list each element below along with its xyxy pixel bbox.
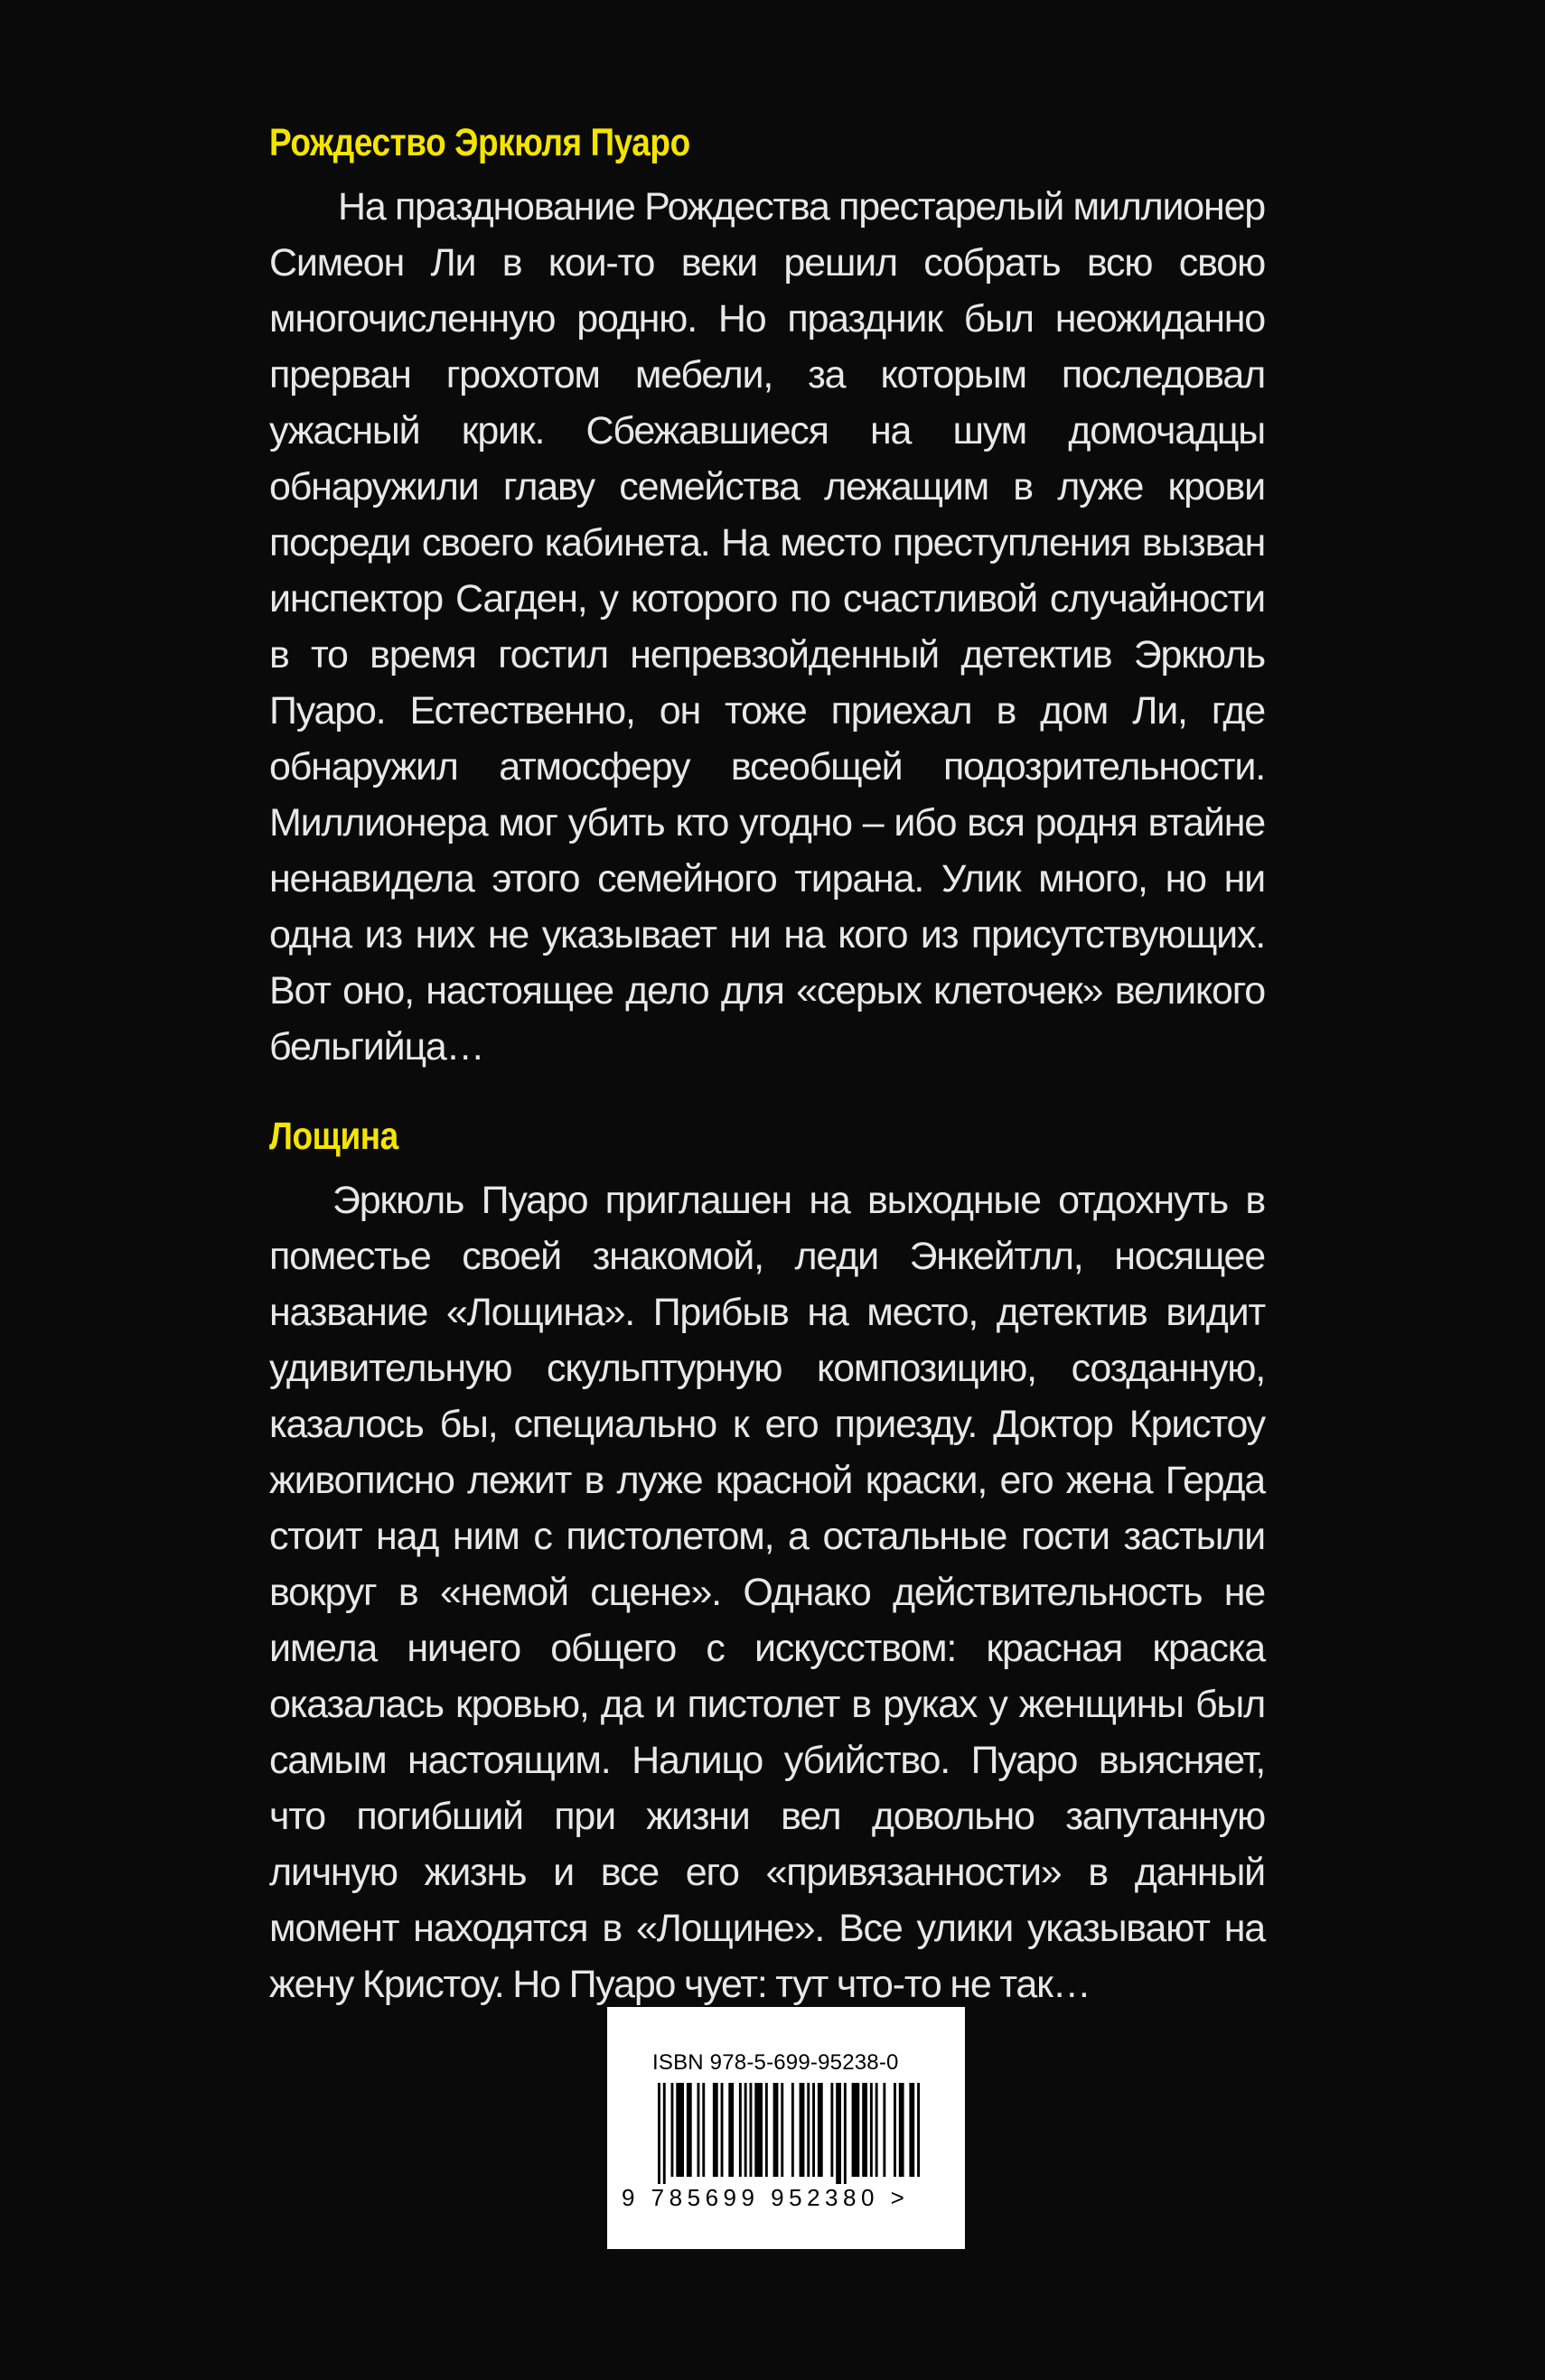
barcode-bar <box>818 2083 823 2177</box>
barcode-bar <box>870 2083 873 2177</box>
barcode-bar <box>765 2083 768 2177</box>
barcode-bar <box>894 2083 896 2177</box>
isbn-label: ISBN 978-5-699-95238-0 <box>652 2050 899 2075</box>
barcode-bar <box>812 2083 815 2177</box>
barcode-bar <box>750 2083 753 2177</box>
barcode-bar <box>883 2083 885 2177</box>
section-title-christmas: Рождество Эркюля Пуаро <box>269 121 690 164</box>
barcode-bar <box>744 2083 747 2177</box>
barcode-bar <box>852 2083 860 2177</box>
barcode-bar <box>739 2083 742 2177</box>
barcode-bar <box>830 2083 833 2177</box>
barcode-bar <box>844 2083 847 2184</box>
barcode-bar <box>781 2083 783 2177</box>
section-title-hollow: Лощина <box>269 1115 398 1158</box>
barcode-bar <box>728 2083 734 2177</box>
annotation-block <box>269 117 1265 2049</box>
barcode-bar <box>876 2083 878 2177</box>
barcode-bar <box>899 2083 904 2177</box>
barcode-bar <box>663 2083 666 2184</box>
barcode-bar <box>754 2083 763 2177</box>
barcode-bar <box>917 2083 920 2177</box>
barcode-bar <box>909 2083 914 2177</box>
isbn-barcode-panel <box>607 2007 965 2249</box>
barcode-bar <box>713 2083 718 2177</box>
barcode-digits: 9 785699 952380 > <box>622 2184 910 2211</box>
section-body-hollow: Эркюль Пуаро приглашен на выходные отдохнуть в поместье своей знакомой, леди Энкейтлл, носящее название «Лощина». Прибыв на место, детектив видит удивительную скульптурную композицию, созданную, казалось бы, специально к его приезду. Доктор Кристоу живописно лежит в луже красной краски, его жена Герда стоит над ним с пистолетом, а остальные гости застыли вокруг в «немой сцене». Однако действительность не имела ничего общего с искусством: красная краска оказалась кровью, да и пистолет в руках у женщины был самым настоящим. Налицо убийство. Пуаро выясняет, что погибший при жизни вел довольно запутанную личную жизнь и все его «привязанности» в данный момент находятся в «Лощине». Все улики указывают на жену Кристоу. Но Пуаро чует: тут что-то не так… <box>269 1179 1265 2006</box>
barcode-bar <box>836 2083 841 2184</box>
barcode-bar <box>687 2083 692 2177</box>
barcode-icon <box>658 2083 920 2184</box>
barcode-bar <box>658 2083 660 2184</box>
barcode-bar <box>676 2083 684 2177</box>
section-body-christmas: На празднование Рождества престарелый миллионер Симеон Ли в кои-то веки решил собрать всю свою многочисленную родню. Но праздник был неожиданно прерван грохотом мебели, за которым последовал ужасный крик. Сбежавшиеся на шум домочадцы обнаружили главу семейства лежащим в луже крови посреди своего кабинета. На место преступления вызван инспектор Сагден, у которого по счастливой случайности в то время гостил непревзойденный детектив Эркюль Пуаро. Естественно, он тоже приехал в дом Ли, где обнаружил атмосферу всеобщей подозрительности. Миллионера мог убить кто угодно – ибо вся родня втайне ненавидела этого семейного тирана. Улик много, но ни одна из них не указывает ни на кого из присутствующих. Вот оно, настоящее дело для «серых клеточек» великого бельгийца… <box>269 185 1265 1069</box>
barcode-bar <box>702 2083 705 2177</box>
barcode-bar <box>807 2083 810 2177</box>
barcode-bar <box>698 2083 700 2177</box>
barcode-bar <box>773 2083 779 2177</box>
barcode-bar <box>862 2083 867 2177</box>
barcode-bar <box>721 2083 724 2177</box>
barcode-bar <box>800 2083 805 2177</box>
barcode-bar <box>671 2083 674 2177</box>
barcode-bar <box>791 2083 794 2177</box>
